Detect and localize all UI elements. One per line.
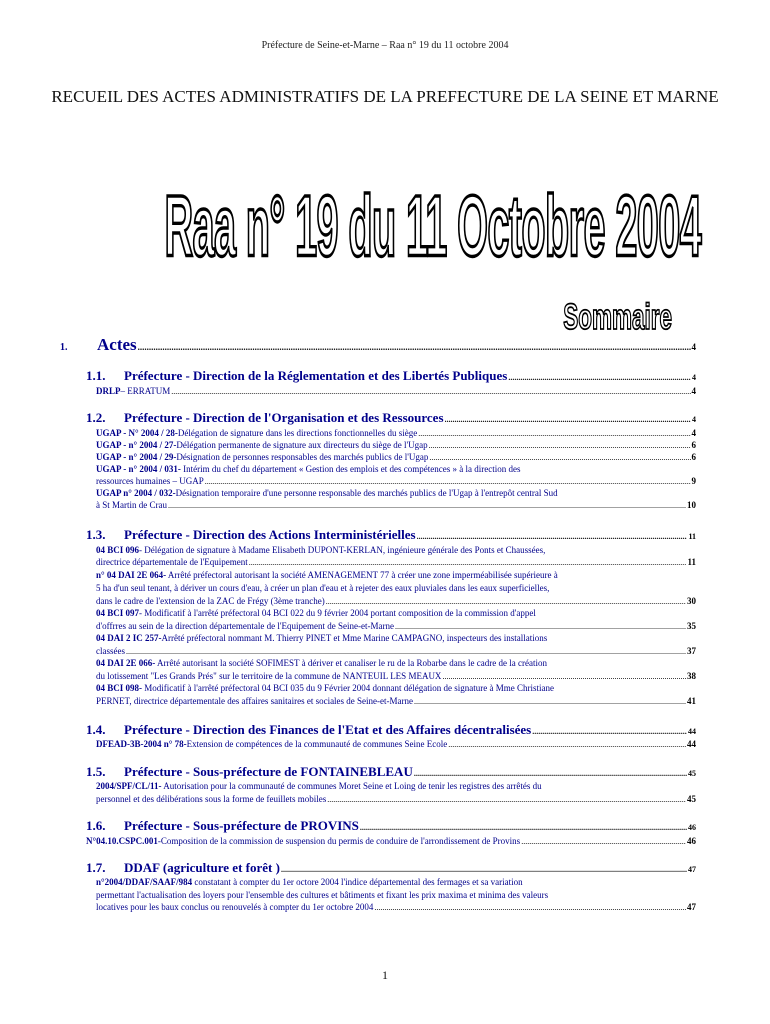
- toc-entry-ref: UGAP - n° 2004 / 27-: [96, 440, 177, 450]
- toc-page: 41: [687, 696, 696, 706]
- toc-leader: [395, 622, 686, 631]
- toc-entry-text: Désignation de personnes responsables des marchés publics de l'Ugap: [176, 452, 429, 462]
- toc-entry-ref: n° 04 DAI 2E 064-: [96, 570, 167, 580]
- toc-entry-text: Autorisation pour la communauté de communes Moret Seine et Loing de tenir les registres des arrêtés du: [161, 781, 542, 791]
- toc-page: 37: [687, 646, 696, 656]
- toc-entry-text: ressources humaines – UGAP: [96, 476, 204, 486]
- toc-section-number: 1.7.: [86, 860, 106, 875]
- toc-entry[interactable]: [96, 557, 696, 567]
- toc-entry[interactable]: [96, 902, 696, 912]
- toc-entry-ref: UGAP - n° 2004 / 29-: [96, 452, 177, 462]
- toc-section-label: Préfecture - Direction de la Réglementation et des Libertés Publiques: [124, 368, 508, 383]
- running-header: Préfecture de Seine-et-Marne – Raa n° 19 du 11 octobre 2004: [261, 40, 509, 51]
- toc-leader: [442, 672, 686, 681]
- toc-page: 11: [687, 557, 696, 567]
- toc-entry-line[interactable]: [96, 583, 549, 593]
- sommaire-heading: [527, 298, 672, 338]
- toc-entry-text: dans le cadre de l'extension de la ZAC de Frégy (3ème tranche): [96, 596, 325, 606]
- toc-entry-text: PERNET, directrice départementale des affaires sanitaires et sociales de Seine-et-Marne: [96, 696, 414, 706]
- toc-entry[interactable]: [96, 476, 696, 486]
- toc-entry[interactable]: [96, 621, 696, 631]
- toc-entry-ref: n°2004/DDAF/SAAF/984: [96, 877, 193, 887]
- toc-chapter-number: 1.: [60, 342, 68, 353]
- toc-section-number: 1.2.: [86, 410, 106, 425]
- toc-page: 45: [688, 769, 696, 778]
- toc-leader: [418, 429, 690, 438]
- toc-leader: [138, 342, 691, 352]
- toc-entry-ref: UGAP n° 2004 / 032-: [96, 488, 176, 498]
- toc-entry-line[interactable]: [96, 658, 547, 668]
- toc-entry-text: - Délégation de signature à Madame Elisabeth DUPONT-KERLAN, ingénieure générale des Ponts et Chaussées,: [139, 545, 546, 555]
- toc-entry-line[interactable]: [96, 545, 545, 555]
- toc-entry[interactable]: [96, 794, 696, 804]
- issue-title-text: Raa n° 19 du 11 Octobre 2004: [164, 177, 702, 275]
- toc-entry-text: personnel et des délibérations sous la forme de feuillets mobiles: [96, 794, 327, 804]
- toc-entry-text: Extension de compétences de la communauté de communes Seine Ecole: [186, 739, 448, 749]
- toc-entry-text: à St Martin de Crau: [96, 500, 167, 510]
- toc-entry-text: Arrêté autorisant la société SOFIMEST à dériver et canaliser le ru de la Robarbe dans le cadre de la création: [155, 658, 547, 668]
- toc-page: 46: [688, 823, 696, 832]
- toc-page: 11: [688, 532, 696, 541]
- toc-entry-text: du lotissement "Les Grands Prés" sur le territoire de la commune de NANTEUIL LES MEAUX: [96, 671, 442, 681]
- toc-page: 4: [691, 428, 696, 438]
- toc-entry-line[interactable]: [96, 570, 558, 580]
- page-number: 1: [382, 968, 388, 982]
- toc-entry-ref: DRLP: [96, 386, 121, 396]
- toc-page: 47: [688, 865, 696, 874]
- toc-page: 4: [692, 415, 696, 424]
- toc-page: 47: [687, 902, 696, 912]
- toc-leader: [417, 532, 688, 541]
- toc-page: 30: [687, 596, 696, 606]
- toc-entry-ref: 2004/SPF/CL/11-: [96, 781, 162, 791]
- toc-page: 44: [688, 727, 696, 736]
- toc-leader: [429, 453, 690, 462]
- toc-leader: [326, 597, 686, 606]
- toc-page: 35: [687, 621, 696, 631]
- toc-entry-ref: N°04.10.CSPC.001: [86, 836, 158, 846]
- toc-leader: [168, 501, 686, 510]
- toc-entry-ref: UGAP - N° 2004 / 28-: [96, 428, 178, 438]
- toc-section-label: Préfecture - Sous-préfecture de PROVINS: [124, 818, 359, 833]
- toc-section-number: 1.3.: [86, 527, 106, 542]
- toc-entry[interactable]: [96, 500, 696, 510]
- toc-page: 44: [687, 739, 696, 749]
- toc-entry[interactable]: [96, 428, 696, 438]
- toc-entry-text: permettant l'actualisation des loyers pour l'ensemble des cultures et bâtiments et fixant les prix maxima et minima des valeurs: [96, 890, 549, 900]
- toc-entry-text: d'offrres au sein de la direction départementale de l'Equipement de Seine-et-Marne: [96, 621, 394, 631]
- toc-entry-text: constatant à compter du 1er octore 2004 l'indice départemental des fermages et sa variation: [192, 877, 523, 887]
- toc-leader: [414, 697, 686, 706]
- toc-page: 4: [692, 373, 696, 382]
- toc-entry-text: directrice départementale de l'Equipement: [96, 557, 248, 567]
- toc-section-label: Préfecture - Direction des Actions Interministérielles: [124, 527, 416, 542]
- toc-entry[interactable]: [96, 696, 696, 706]
- toc-page: 10: [687, 500, 696, 510]
- toc-entry[interactable]: [96, 671, 696, 681]
- toc-page: 45: [687, 794, 696, 804]
- toc-section-number: 1.6.: [86, 818, 106, 833]
- toc-entry[interactable]: [96, 452, 696, 462]
- toc-section-label: Préfecture - Direction des Finances de l'Etat et des Affaires décentralisées: [124, 722, 532, 737]
- toc-page: 4: [691, 386, 696, 396]
- toc-entry-line[interactable]: [96, 683, 554, 693]
- toc-entry-text: Intérim du chef du département « Gestion des emplois et des compétences » à la direction des: [180, 464, 521, 474]
- toc-leader: [171, 387, 690, 396]
- toc-entry-line[interactable]: [96, 781, 542, 791]
- toc-entry-text: Délégation permanente de signature aux directeurs du siège de l'Ugap: [176, 440, 428, 450]
- toc-entry-line[interactable]: [96, 608, 536, 618]
- toc-entry-text: Modificatif à l'arrêté préfectoral 04 BCI 035 du 9 Février 2004 donnant délégation de signature à Mme Christiane: [142, 683, 555, 693]
- toc-chapter-actes[interactable]: [60, 335, 696, 355]
- toc-entry-ref: 04 BCI 097: [96, 608, 140, 618]
- issue-title: [0, 176, 770, 275]
- toc-page: 4: [691, 342, 696, 352]
- toc-section-label: Préfecture - Direction de l'Organisation et des Ressources: [124, 410, 444, 425]
- toc-entry-text: Arrêté préfectoral nommant M. Thierry PINET et Mme Marine CAMPAGNO, inspecteurs des installations: [161, 633, 548, 643]
- toc-section-1-7[interactable]: [86, 860, 696, 876]
- toc-leader: [374, 903, 686, 912]
- toc-section-1-1[interactable]: [86, 368, 696, 384]
- toc-section-label: Préfecture - Sous-préfecture de FONTAINEBLEAU: [124, 764, 413, 779]
- toc-entry[interactable]: [96, 386, 696, 396]
- toc-entry-ref: 04 DAI 2E 066-: [96, 658, 156, 668]
- toc-leader: [249, 558, 687, 567]
- toc-entry-line[interactable]: [96, 877, 523, 887]
- toc-section-1-6[interactable]: [86, 818, 696, 834]
- toc-entry-text: classées: [96, 646, 125, 656]
- toc-leader: [327, 795, 686, 804]
- toc-chapter-label: Actes: [97, 335, 137, 354]
- toc-leader: [532, 727, 687, 736]
- toc-entry-text: – ERRATUM: [120, 386, 171, 396]
- toc-section-1-2[interactable]: [86, 410, 696, 426]
- toc-entry-line[interactable]: [96, 890, 548, 900]
- toc-page: 38: [687, 671, 696, 681]
- toc-page: 9: [691, 476, 696, 486]
- toc-entry-ref: 04 DAI 2 IC 257-: [96, 633, 162, 643]
- toc-entry-text: 5 ha d'un seul tenant, à dériver un cours d'eau, à créer un plan d'eau et à rejeter des eaux pluviales dans les eaux superficielles,: [96, 583, 550, 593]
- toc-entry-ref: UGAP - n° 2004 / 031-: [96, 464, 181, 474]
- toc-entry-text: - Modificatif à l'arrêté préfectoral 04 BCI 022 du 9 février 2004 portant composition de la commission d'appel: [139, 608, 536, 618]
- toc-entry-ref: DFEAD-3B-2004 n° 78-: [96, 739, 187, 749]
- sommaire-text: Sommaire: [563, 298, 672, 338]
- toc-entry[interactable]: [96, 739, 696, 749]
- toc-entry[interactable]: [86, 836, 696, 846]
- toc-entry-ref: 04 BCI 096: [96, 545, 140, 555]
- toc-entry-line[interactable]: [96, 488, 558, 498]
- toc-section-number: 1.1.: [86, 368, 106, 383]
- toc-leader: [508, 373, 691, 382]
- toc-page: 6: [691, 440, 696, 450]
- toc-leader: [126, 647, 686, 656]
- toc-entry-text: -Composition de la commission de suspension du permis de conduire de l'arrondissement de Provins: [157, 836, 521, 846]
- toc-entry-line[interactable]: [96, 633, 547, 643]
- toc-section-number: 1.4.: [86, 722, 106, 737]
- toc-page: 6: [691, 452, 696, 462]
- toc-leader: [429, 441, 691, 450]
- toc-entry[interactable]: [96, 596, 696, 606]
- toc-leader: [414, 769, 687, 778]
- toc-leader: [448, 740, 686, 749]
- toc-section-number: 1.5.: [86, 764, 106, 779]
- toc-section-label: DDAF (agriculture et forêt ): [124, 860, 280, 875]
- toc-entry-text: Arrêté préfectoral autorisant la société AMENAGEMENT 77 à créer une zone imperméabilisée supérieure à: [166, 570, 558, 580]
- toc-leader: [281, 865, 687, 874]
- toc-section-1-3[interactable]: [86, 527, 696, 543]
- toc-page: 46: [687, 836, 696, 846]
- toc-leader: [205, 477, 691, 486]
- toc-leader: [360, 823, 687, 832]
- toc-section-1-4[interactable]: [86, 722, 696, 738]
- toc-entry-text: Délégation de signature dans les directions fonctionnelles du siège: [177, 428, 418, 438]
- toc-entry-ref: 04 BCI 098-: [96, 683, 143, 693]
- toc-entry-text: Désignation temporaire d'une personne responsable des marchés publics de l'Ugap à l'entrepôt central Sud: [175, 488, 558, 498]
- toc-leader: [445, 415, 691, 424]
- toc-leader: [521, 837, 686, 846]
- document-title: RECUEIL DES ACTES ADMINISTRATIFS DE LA PREFECTURE DE LA SEINE ET MARNE: [51, 87, 719, 106]
- toc-entry[interactable]: [96, 440, 696, 450]
- toc-section-1-5[interactable]: [86, 764, 696, 780]
- toc-entry-line[interactable]: [96, 464, 521, 474]
- toc-entry-text: locatives pour les baux conclus ou renouvelés à compter du 1er octobre 2004: [96, 902, 374, 912]
- toc-entry[interactable]: [96, 646, 696, 656]
